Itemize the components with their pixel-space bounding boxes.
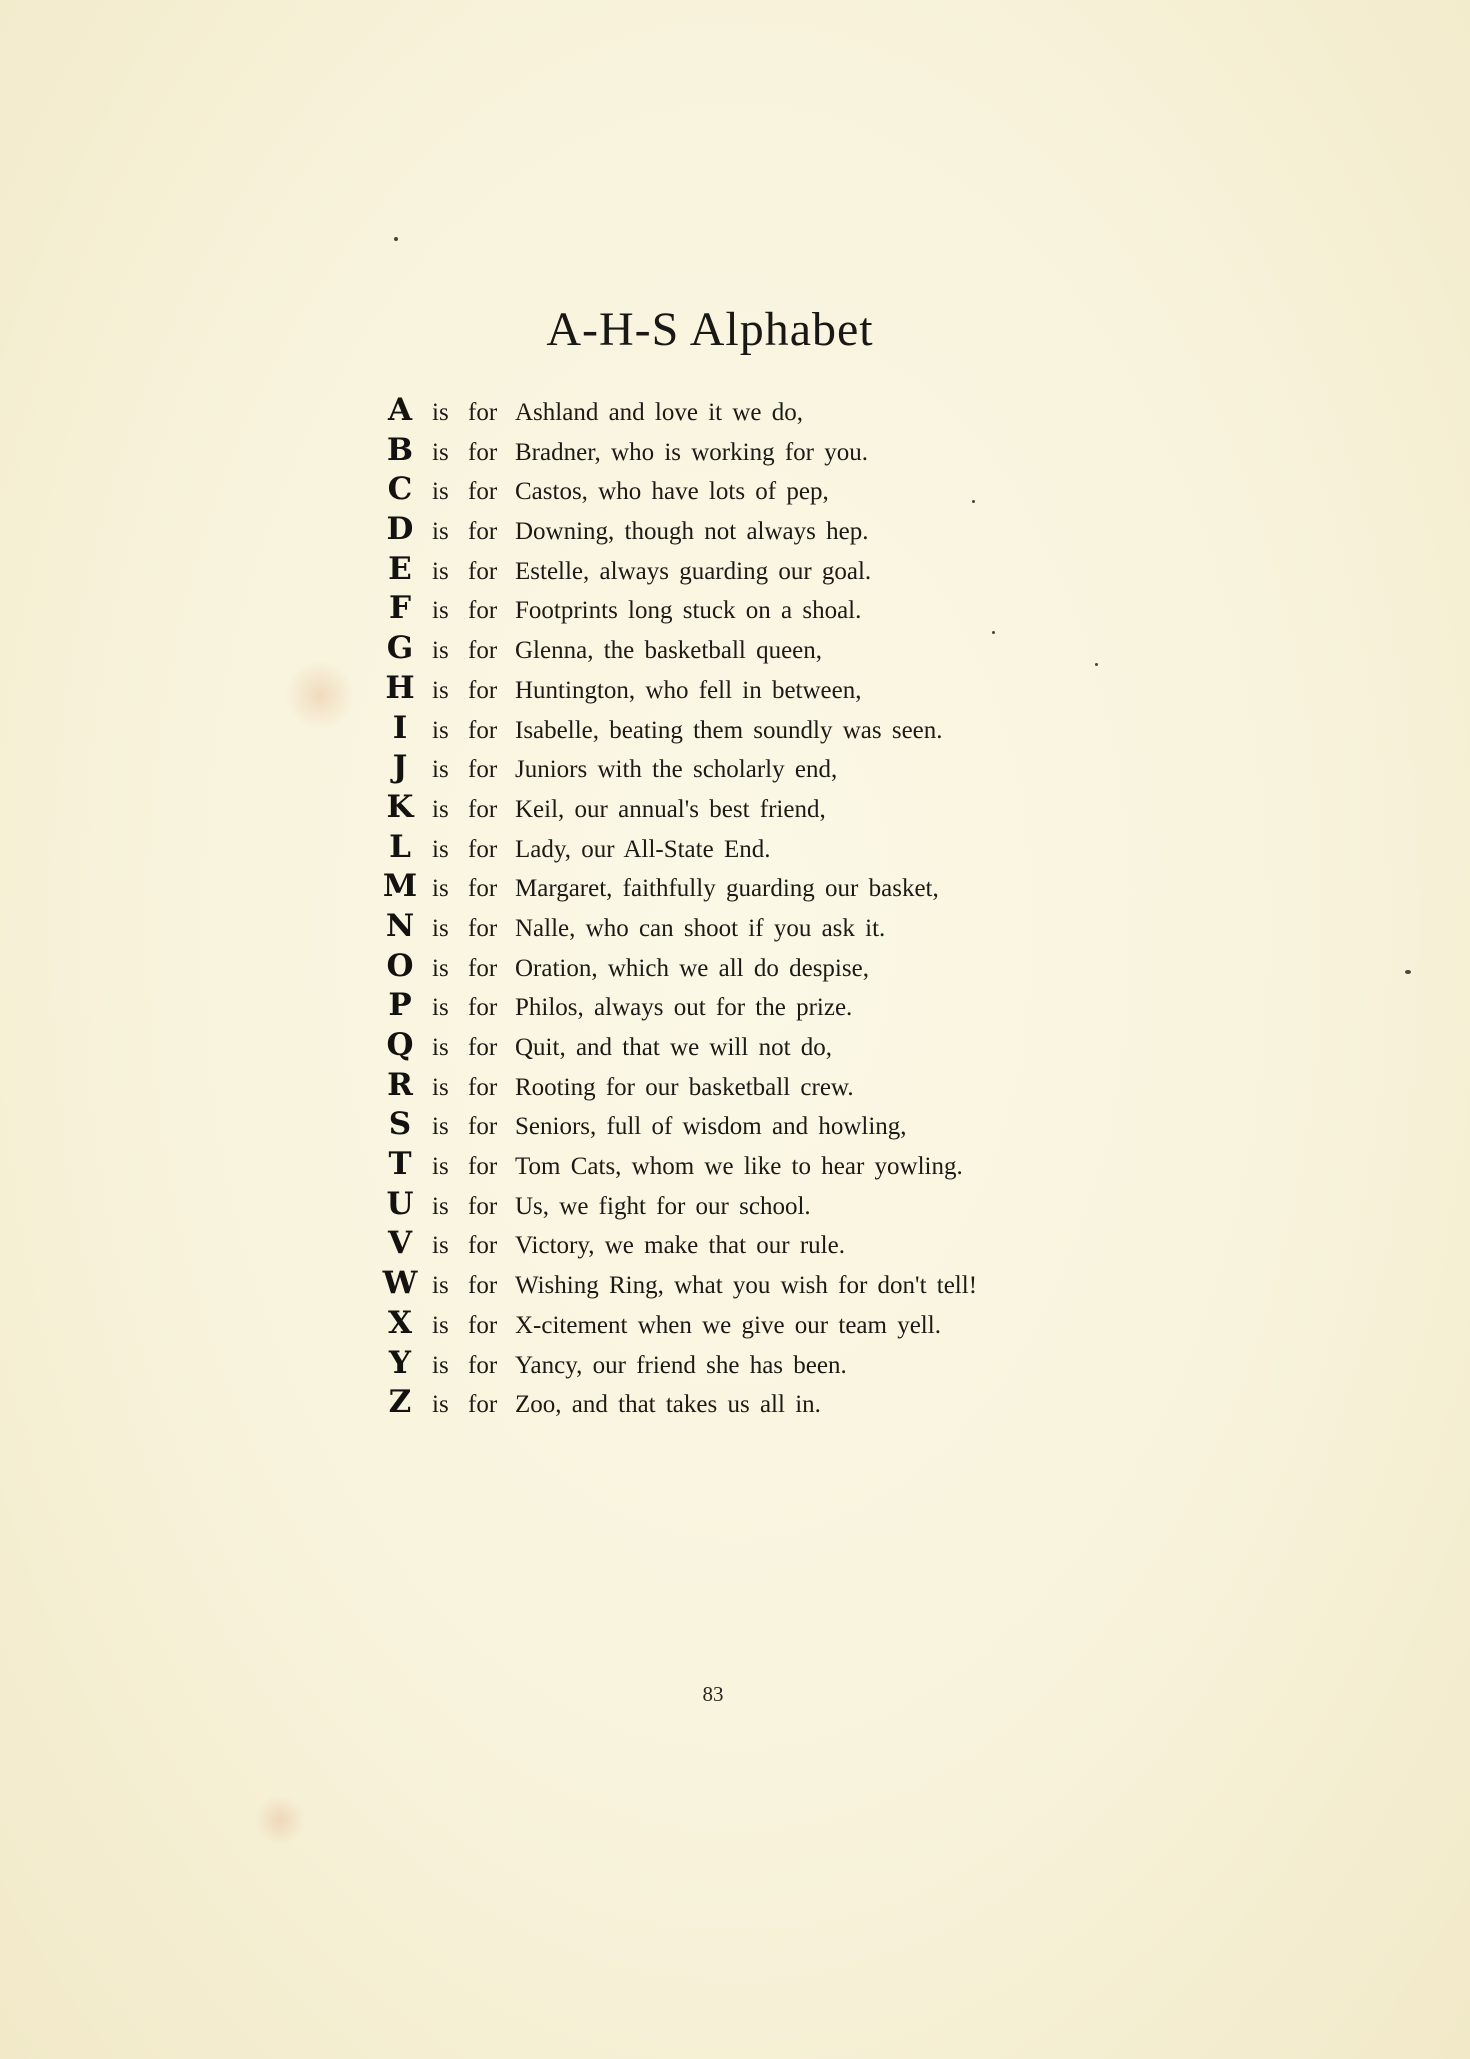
paper-stain <box>255 1795 305 1845</box>
verse-is-word: is <box>432 399 449 426</box>
verse-initial-letter: W <box>382 1265 418 1302</box>
verse-line <box>376 1383 1076 1423</box>
verse-for-word: for <box>468 399 498 426</box>
verse-initial-letter: Z <box>388 1384 412 1421</box>
verse-text: Philos, always out for the prize. <box>515 994 853 1022</box>
verse-text: Glenna, the basketball queen, <box>515 637 823 665</box>
verse-text: Yancy, our friend she has been. <box>515 1351 847 1379</box>
verse-line <box>376 1304 1076 1344</box>
verse-initial-letter: A <box>387 392 413 428</box>
verse-for-word: for <box>468 1192 498 1220</box>
verse-line <box>376 431 1076 471</box>
verse-for-word: for <box>468 637 498 665</box>
verse-line <box>376 986 1076 1026</box>
verse-text: Juniors with the scholarly end, <box>515 756 838 784</box>
verse-text: Zoo, and that takes us all in. <box>515 1391 821 1419</box>
verse-line <box>376 629 1076 669</box>
verse-is-word: is <box>432 1113 449 1141</box>
verse-for-word: for <box>468 1272 498 1300</box>
verse-for-word: for <box>468 478 498 506</box>
verse-is-word: is <box>432 1153 449 1181</box>
verse-for-word: for <box>468 835 498 863</box>
verse-line <box>376 391 1076 431</box>
verse-line <box>376 947 1076 987</box>
paper-speck <box>1405 970 1411 974</box>
verse-is-word: is <box>432 954 449 982</box>
verse-line <box>376 1145 1076 1185</box>
verse-text: Keil, our annual's best friend, <box>515 795 826 823</box>
paper-stain <box>285 660 355 730</box>
verse-line <box>376 828 1076 868</box>
verse-for-word: for <box>468 557 498 585</box>
verse-text: Oration, which we all do despise, <box>515 954 869 982</box>
alphabet-verse-list <box>376 391 1076 1423</box>
verse-line <box>376 867 1076 907</box>
verse-is-word: is <box>432 1073 449 1101</box>
verse-for-word: for <box>468 1351 498 1379</box>
verse-is-word: is <box>432 1034 449 1061</box>
verse-for-word: for <box>468 795 498 823</box>
verse-initial-letter: N <box>385 907 415 944</box>
verse-line <box>376 1185 1076 1225</box>
page-number: 83 <box>702 1682 724 1706</box>
verse-initial-letter: P <box>388 987 412 1024</box>
paper-speck <box>1095 663 1098 666</box>
verse-line <box>376 470 1076 510</box>
verse-text: Seniors, full of wisdom and howling, <box>515 1113 907 1141</box>
verse-text: Lady, our All-State End. <box>515 835 771 863</box>
verse-is-word: is <box>432 1391 449 1419</box>
verse-line <box>376 1066 1076 1106</box>
verse-line <box>376 1344 1076 1384</box>
verse-line <box>376 1026 1076 1066</box>
verse-initial-letter: B <box>386 431 414 468</box>
verse-line <box>376 550 1076 590</box>
verse-for-word: for <box>468 518 498 546</box>
verse-initial-letter: U <box>386 1185 414 1222</box>
verse-is-word: is <box>432 756 449 784</box>
verse-for-word: for <box>468 676 498 704</box>
verse-for-word: for <box>468 1073 498 1101</box>
verse-is-word: is <box>432 557 449 585</box>
verse-for-word: for <box>468 1153 498 1181</box>
verse-line <box>376 1105 1076 1145</box>
verse-initial-letter: K <box>386 788 414 825</box>
verse-for-word: for <box>468 954 498 982</box>
verse-is-word: is <box>432 716 449 744</box>
verse-line <box>376 510 1076 550</box>
verse-line <box>376 589 1076 629</box>
verse-text: Us, we fight for our school. <box>515 1192 811 1220</box>
verse-is-word: is <box>432 597 449 625</box>
verse-initial-letter: T <box>388 1146 412 1183</box>
verse-line <box>376 1224 1076 1264</box>
verse-initial-letter: Q <box>386 1027 414 1063</box>
verse-text: Nalle, who can shoot if you ask it. <box>515 914 886 942</box>
verse-for-word: for <box>468 994 498 1022</box>
verse-is-word: is <box>432 1272 449 1300</box>
verse-for-word: for <box>468 914 498 942</box>
verse-text: Wishing Ring, what you wish for don't tell! <box>515 1272 978 1300</box>
verse-is-word: is <box>432 1192 449 1220</box>
verse-initial-letter: M <box>382 868 418 905</box>
verse-initial-letter: I <box>392 709 408 746</box>
verse-is-word: is <box>432 518 449 546</box>
verse-for-word: for <box>468 438 498 466</box>
verse-is-word: is <box>432 1351 449 1379</box>
verse-for-word: for <box>468 1113 498 1141</box>
verse-is-word: is <box>432 875 449 903</box>
verse-text: Isabelle, beating them soundly was seen. <box>515 716 943 744</box>
verse-initial-letter: D <box>386 511 414 548</box>
verse-for-word: for <box>468 1311 498 1339</box>
verse-initial-letter: C <box>387 471 413 508</box>
verse-is-word: is <box>432 994 449 1022</box>
verse-text: Tom Cats, whom we like to hear yowling. <box>515 1153 963 1181</box>
verse-initial-letter: X <box>387 1304 413 1341</box>
verse-line <box>376 709 1076 749</box>
verse-for-word: for <box>468 875 498 903</box>
verse-initial-letter: F <box>388 590 411 627</box>
verse-line <box>376 669 1076 709</box>
verse-text: Bradner, who is working for you. <box>515 438 868 466</box>
verse-text: Estelle, always guarding our goal. <box>515 557 872 585</box>
verse-is-word: is <box>432 1232 449 1260</box>
verse-initial-letter: J <box>392 749 408 786</box>
verse-initial-letter: S <box>388 1106 412 1143</box>
verse-initial-letter: H <box>385 669 415 706</box>
verse-line <box>376 748 1076 788</box>
verse-for-word: for <box>468 756 498 784</box>
verse-for-word: for <box>468 1232 498 1260</box>
verse-initial-letter: L <box>389 828 411 865</box>
verse-text: Ashland and love it we do, <box>515 399 804 426</box>
page-title: A-H-S Alphabet <box>546 303 874 356</box>
verse-for-word: for <box>468 716 498 744</box>
verse-is-word: is <box>432 914 449 942</box>
verse-is-word: is <box>432 1311 449 1339</box>
verse-initial-letter: V <box>387 1225 413 1262</box>
verse-is-word: is <box>432 478 449 506</box>
verse-is-word: is <box>432 637 449 665</box>
verse-initial-letter: O <box>386 947 414 984</box>
verse-line <box>376 1264 1076 1304</box>
paper-speck <box>394 237 398 241</box>
verse-initial-letter: E <box>388 550 412 587</box>
verse-text: Footprints long stuck on a shoal. <box>515 597 862 625</box>
verse-initial-letter: R <box>387 1066 413 1103</box>
verse-is-word: is <box>432 835 449 863</box>
verse-initial-letter: Y <box>388 1344 412 1381</box>
verse-line <box>376 788 1076 828</box>
verse-text: Castos, who have lots of pep, <box>515 478 829 506</box>
verse-initial-letter: G <box>386 630 414 667</box>
verse-text: Margaret, faithfully guarding our basket, <box>515 875 939 903</box>
verse-is-word: is <box>432 795 449 823</box>
verse-is-word: is <box>432 676 449 704</box>
verse-for-word: for <box>468 1034 498 1061</box>
verse-text: Downing, though not always hep. <box>515 518 869 546</box>
verse-is-word: is <box>432 438 449 466</box>
verse-text: X-citement when we give our team yell. <box>515 1311 941 1339</box>
verse-text: Quit, and that we will not do, <box>515 1034 833 1061</box>
verse-text: Victory, we make that our rule. <box>515 1232 845 1260</box>
verse-text: Rooting for our basketball crew. <box>515 1073 854 1101</box>
verse-line <box>376 907 1076 947</box>
verse-for-word: for <box>468 1391 498 1419</box>
verse-for-word: for <box>468 597 498 625</box>
verse-text: Huntington, who fell in between, <box>515 676 862 704</box>
